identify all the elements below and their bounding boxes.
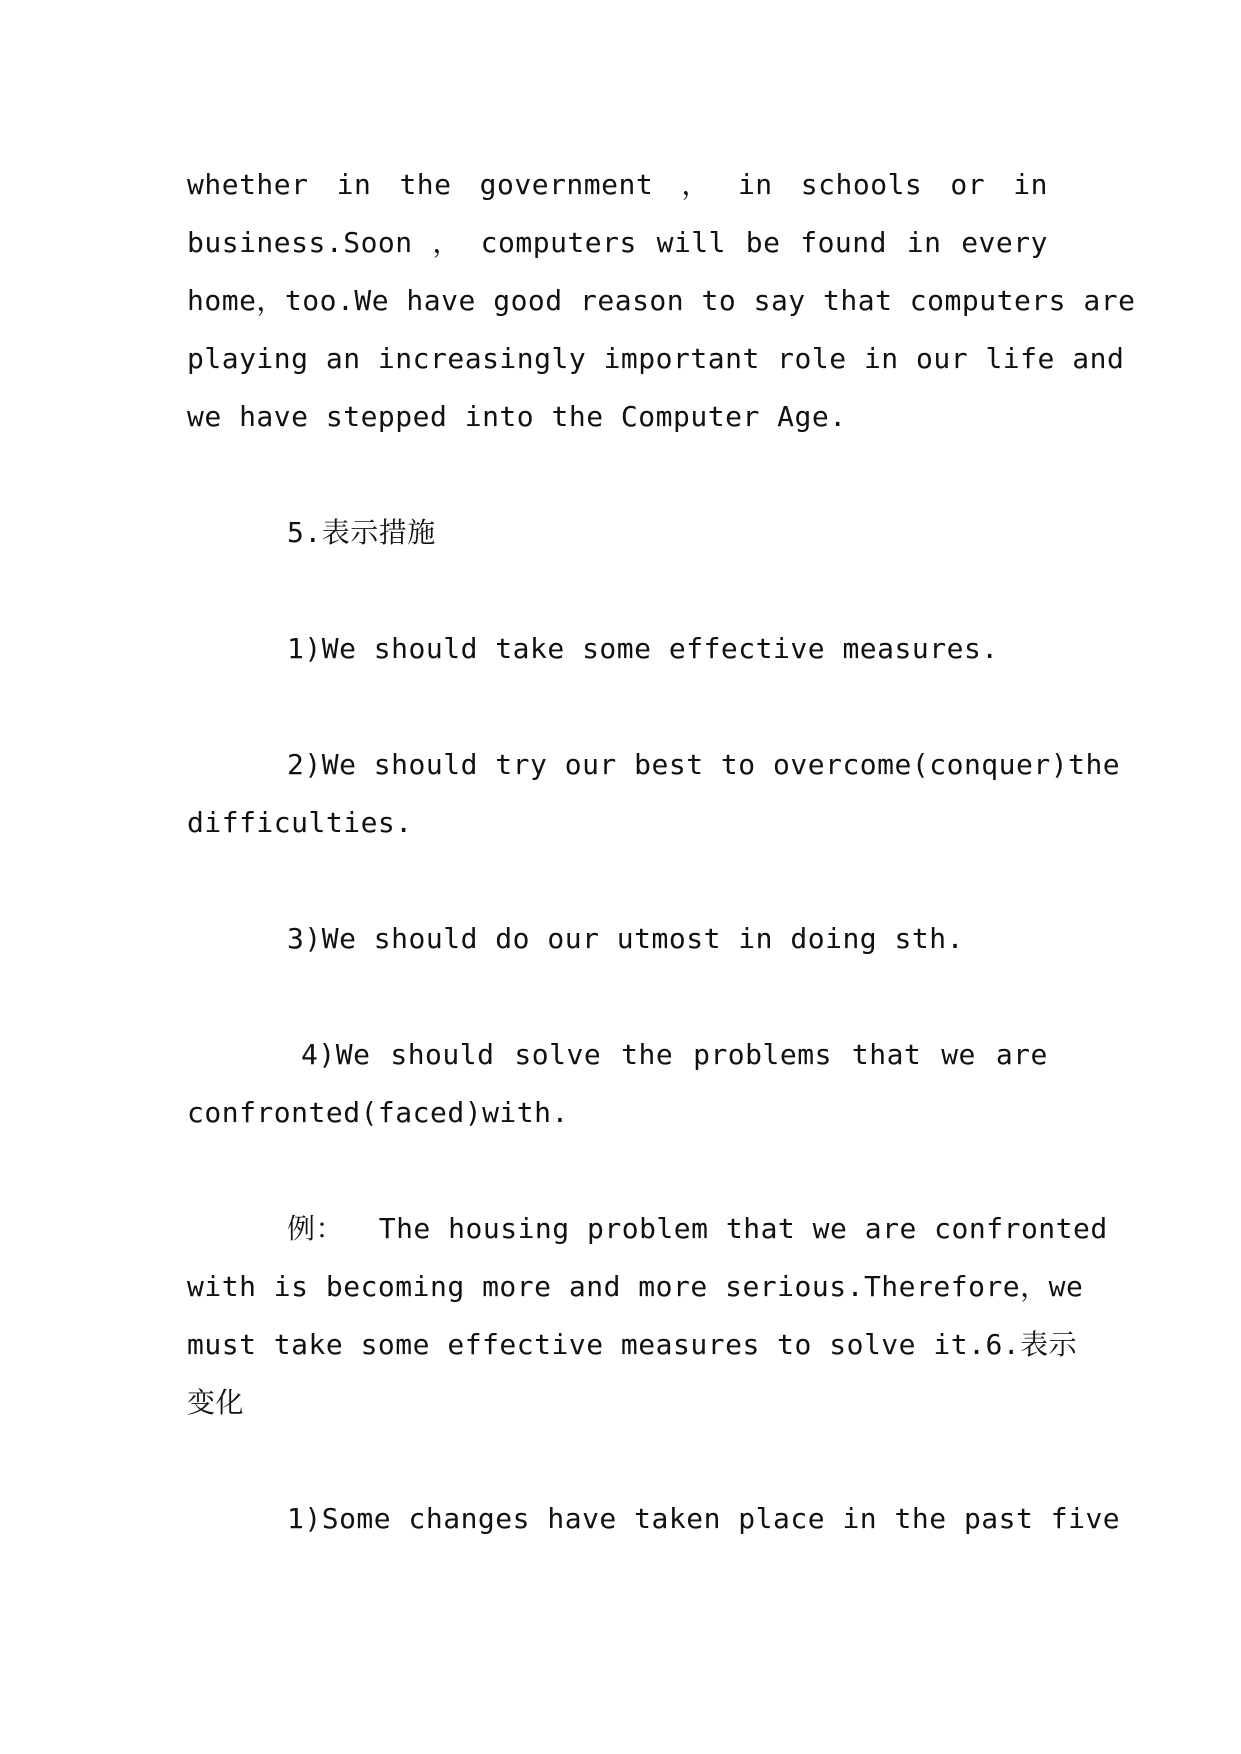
paragraph-line: home，too.We have good reason to say that computers are	[187, 284, 1136, 317]
example-line: 变化	[187, 1386, 245, 1419]
word: in	[336, 168, 372, 201]
word: schools	[800, 168, 923, 201]
word: the	[399, 168, 452, 201]
list-item: 1)Some changes have taken place in the past five	[287, 1502, 1121, 1535]
word: ，	[681, 168, 710, 201]
word: in	[906, 226, 942, 259]
list-item: 1)We should take some effective measures.	[287, 632, 999, 665]
list-item: 3)We should do our utmost in doing sth.	[287, 922, 964, 955]
word: or	[950, 168, 986, 201]
word: business.Soon	[187, 226, 413, 259]
example-line: 例： The housing problem that we are confronted	[287, 1212, 1108, 1245]
paragraph-line	[187, 168, 1048, 202]
word: we	[941, 1038, 976, 1071]
word: government	[479, 168, 654, 201]
example-line: with is becoming more and more serious.Therefore，we	[187, 1270, 1084, 1303]
word: 4)We	[301, 1038, 371, 1071]
word: in	[1013, 168, 1048, 201]
list-item-continuation: confronted(faced)with.	[187, 1096, 569, 1129]
paragraph-line: we have stepped into the Computer Age.	[187, 400, 847, 433]
word: solve	[514, 1038, 602, 1071]
list-item-continuation: difficulties.	[187, 806, 413, 839]
word: ，	[432, 226, 461, 259]
word: that	[851, 1038, 922, 1071]
section-heading: 5.表示措施	[287, 516, 436, 549]
paragraph-line: playing an increasingly important role in our life and	[187, 342, 1125, 375]
word: found	[800, 226, 888, 259]
list-item	[301, 1038, 1048, 1072]
word: computers	[480, 226, 637, 259]
word: in	[737, 168, 773, 201]
word: every	[961, 226, 1048, 259]
word: problems	[693, 1038, 832, 1071]
word: will	[656, 226, 727, 259]
word: are	[995, 1038, 1048, 1071]
word: should	[390, 1038, 495, 1071]
word: whether	[187, 168, 309, 201]
list-item: 2)We should try our best to overcome(conquer)the	[287, 748, 1121, 781]
word: be	[745, 226, 781, 259]
paragraph-line	[187, 226, 1048, 260]
word: the	[621, 1038, 674, 1071]
example-line: must take some effective measures to solve it.6.表示	[187, 1328, 1078, 1361]
